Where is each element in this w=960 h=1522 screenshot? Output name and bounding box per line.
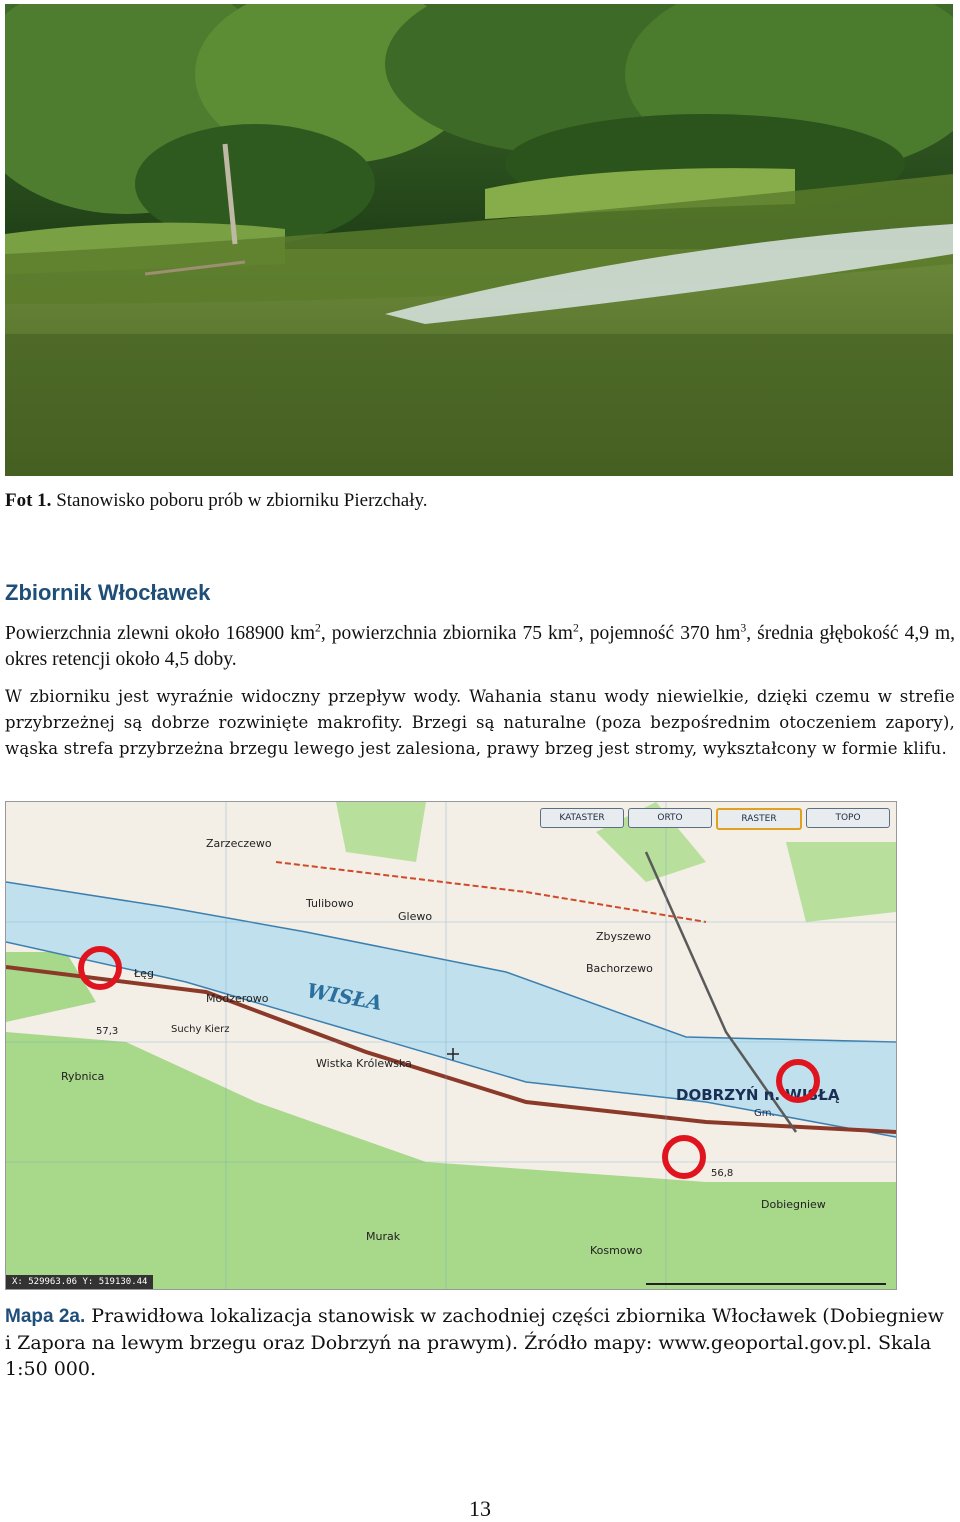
map-label-river: WISŁA xyxy=(305,978,385,1016)
topographic-map[interactable] xyxy=(5,801,897,1290)
stats-sup-1: 2 xyxy=(315,621,321,635)
tab-kataster[interactable]: KATASTER xyxy=(540,808,624,828)
tab-topo[interactable]: TOPO xyxy=(806,808,890,828)
map-label-wistka: Wistka Królewska xyxy=(316,1057,412,1070)
map-caption xyxy=(5,1303,955,1382)
section-heading: Zbiornik Włocławek xyxy=(5,580,211,605)
stats-sup-2: 2 xyxy=(572,621,579,635)
map-label-town: DOBRZYŃ n. WISŁĄ xyxy=(676,1086,840,1104)
reservoir-stats-paragraph xyxy=(5,621,955,673)
map-label-tulibowo: Tulibowo xyxy=(306,897,354,910)
tab-raster[interactable]: RASTER xyxy=(716,808,802,830)
reservoir-photo xyxy=(5,4,953,476)
map-label-suchy: Suchy Kierz xyxy=(171,1024,230,1035)
stats-sup-3: 3 xyxy=(740,621,747,635)
map-label-gm: Gm. xyxy=(754,1108,775,1119)
map-label-rybnica: Rybnica xyxy=(61,1070,105,1083)
photo-caption-label: Fot 1. xyxy=(5,490,52,511)
stats-part-2: , powierzchnia zbiornika 75 km xyxy=(320,623,573,644)
description-paragraph: W zbiorniku jest wyraźnie widoczny przepływ wody. Wahania stanu wody niewielkie, dzięki czemu w strefie przybrzeżnej są dobrze rozwinięte makrofity. Brzegi są naturalne (poza bezpośrednim otoczeniem zapory), wąska strefa przybrzeżna brzegu lewego jest zalesiona, prawy brzeg jest stromy, wykształcony w formie klifu. xyxy=(5,687,955,758)
page-number: 13 xyxy=(469,1496,491,1521)
coordinate-readout: X: 529963.06 Y: 519130.44 xyxy=(6,1275,153,1289)
map-caption-label: Mapa 2a. xyxy=(5,1306,86,1327)
map-label-kosmowo: Kosmowo xyxy=(590,1244,643,1257)
map-layer-tabs xyxy=(540,808,890,830)
reservoir-photo-drawing xyxy=(5,4,953,476)
map-label-lag: Łęg xyxy=(134,967,154,980)
map-label-zbyszewo: Zbyszewo xyxy=(596,930,652,943)
map-label-murak: Murak xyxy=(366,1230,401,1243)
map-label-glewo: Glewo xyxy=(398,910,433,923)
stats-part-3: , pojemność 370 hm xyxy=(578,623,741,644)
map-label-elev2: 57,3 xyxy=(96,1026,119,1037)
map-label-elev1: 56,8 xyxy=(711,1168,734,1179)
map-label-zarzeczewo: Zarzeczewo xyxy=(206,837,272,850)
tab-orto[interactable]: ORTO xyxy=(628,808,712,828)
map-label-bachorzewo: Bachorzewo xyxy=(586,962,653,975)
stats-part-1: Powierzchnia zlewni około 168900 km xyxy=(5,623,316,644)
map-label-modzerowo: Modzerowo xyxy=(206,992,269,1005)
photo-caption xyxy=(5,488,955,514)
map-label-dobiegniew: Dobiegniew xyxy=(761,1198,826,1211)
stats-part-4: , średnia głębokość 4,9 m, okres retencji około 4,5 doby. xyxy=(5,623,956,670)
photo-caption-text: Stanowisko poboru prób w zbiorniku Pierzchały. xyxy=(51,490,428,511)
map-drawing xyxy=(6,802,896,1289)
map-caption-text: Prawidłowa lokalizacja stanowisk w zachodniej części zbiornika Włocławek (Dobiegniew i Zapora na lewym brzegu oraz Dobrzyń na prawym). Źródło mapy: www.geoportal.gov.pl. Skala 1:50 000. xyxy=(5,1305,944,1380)
